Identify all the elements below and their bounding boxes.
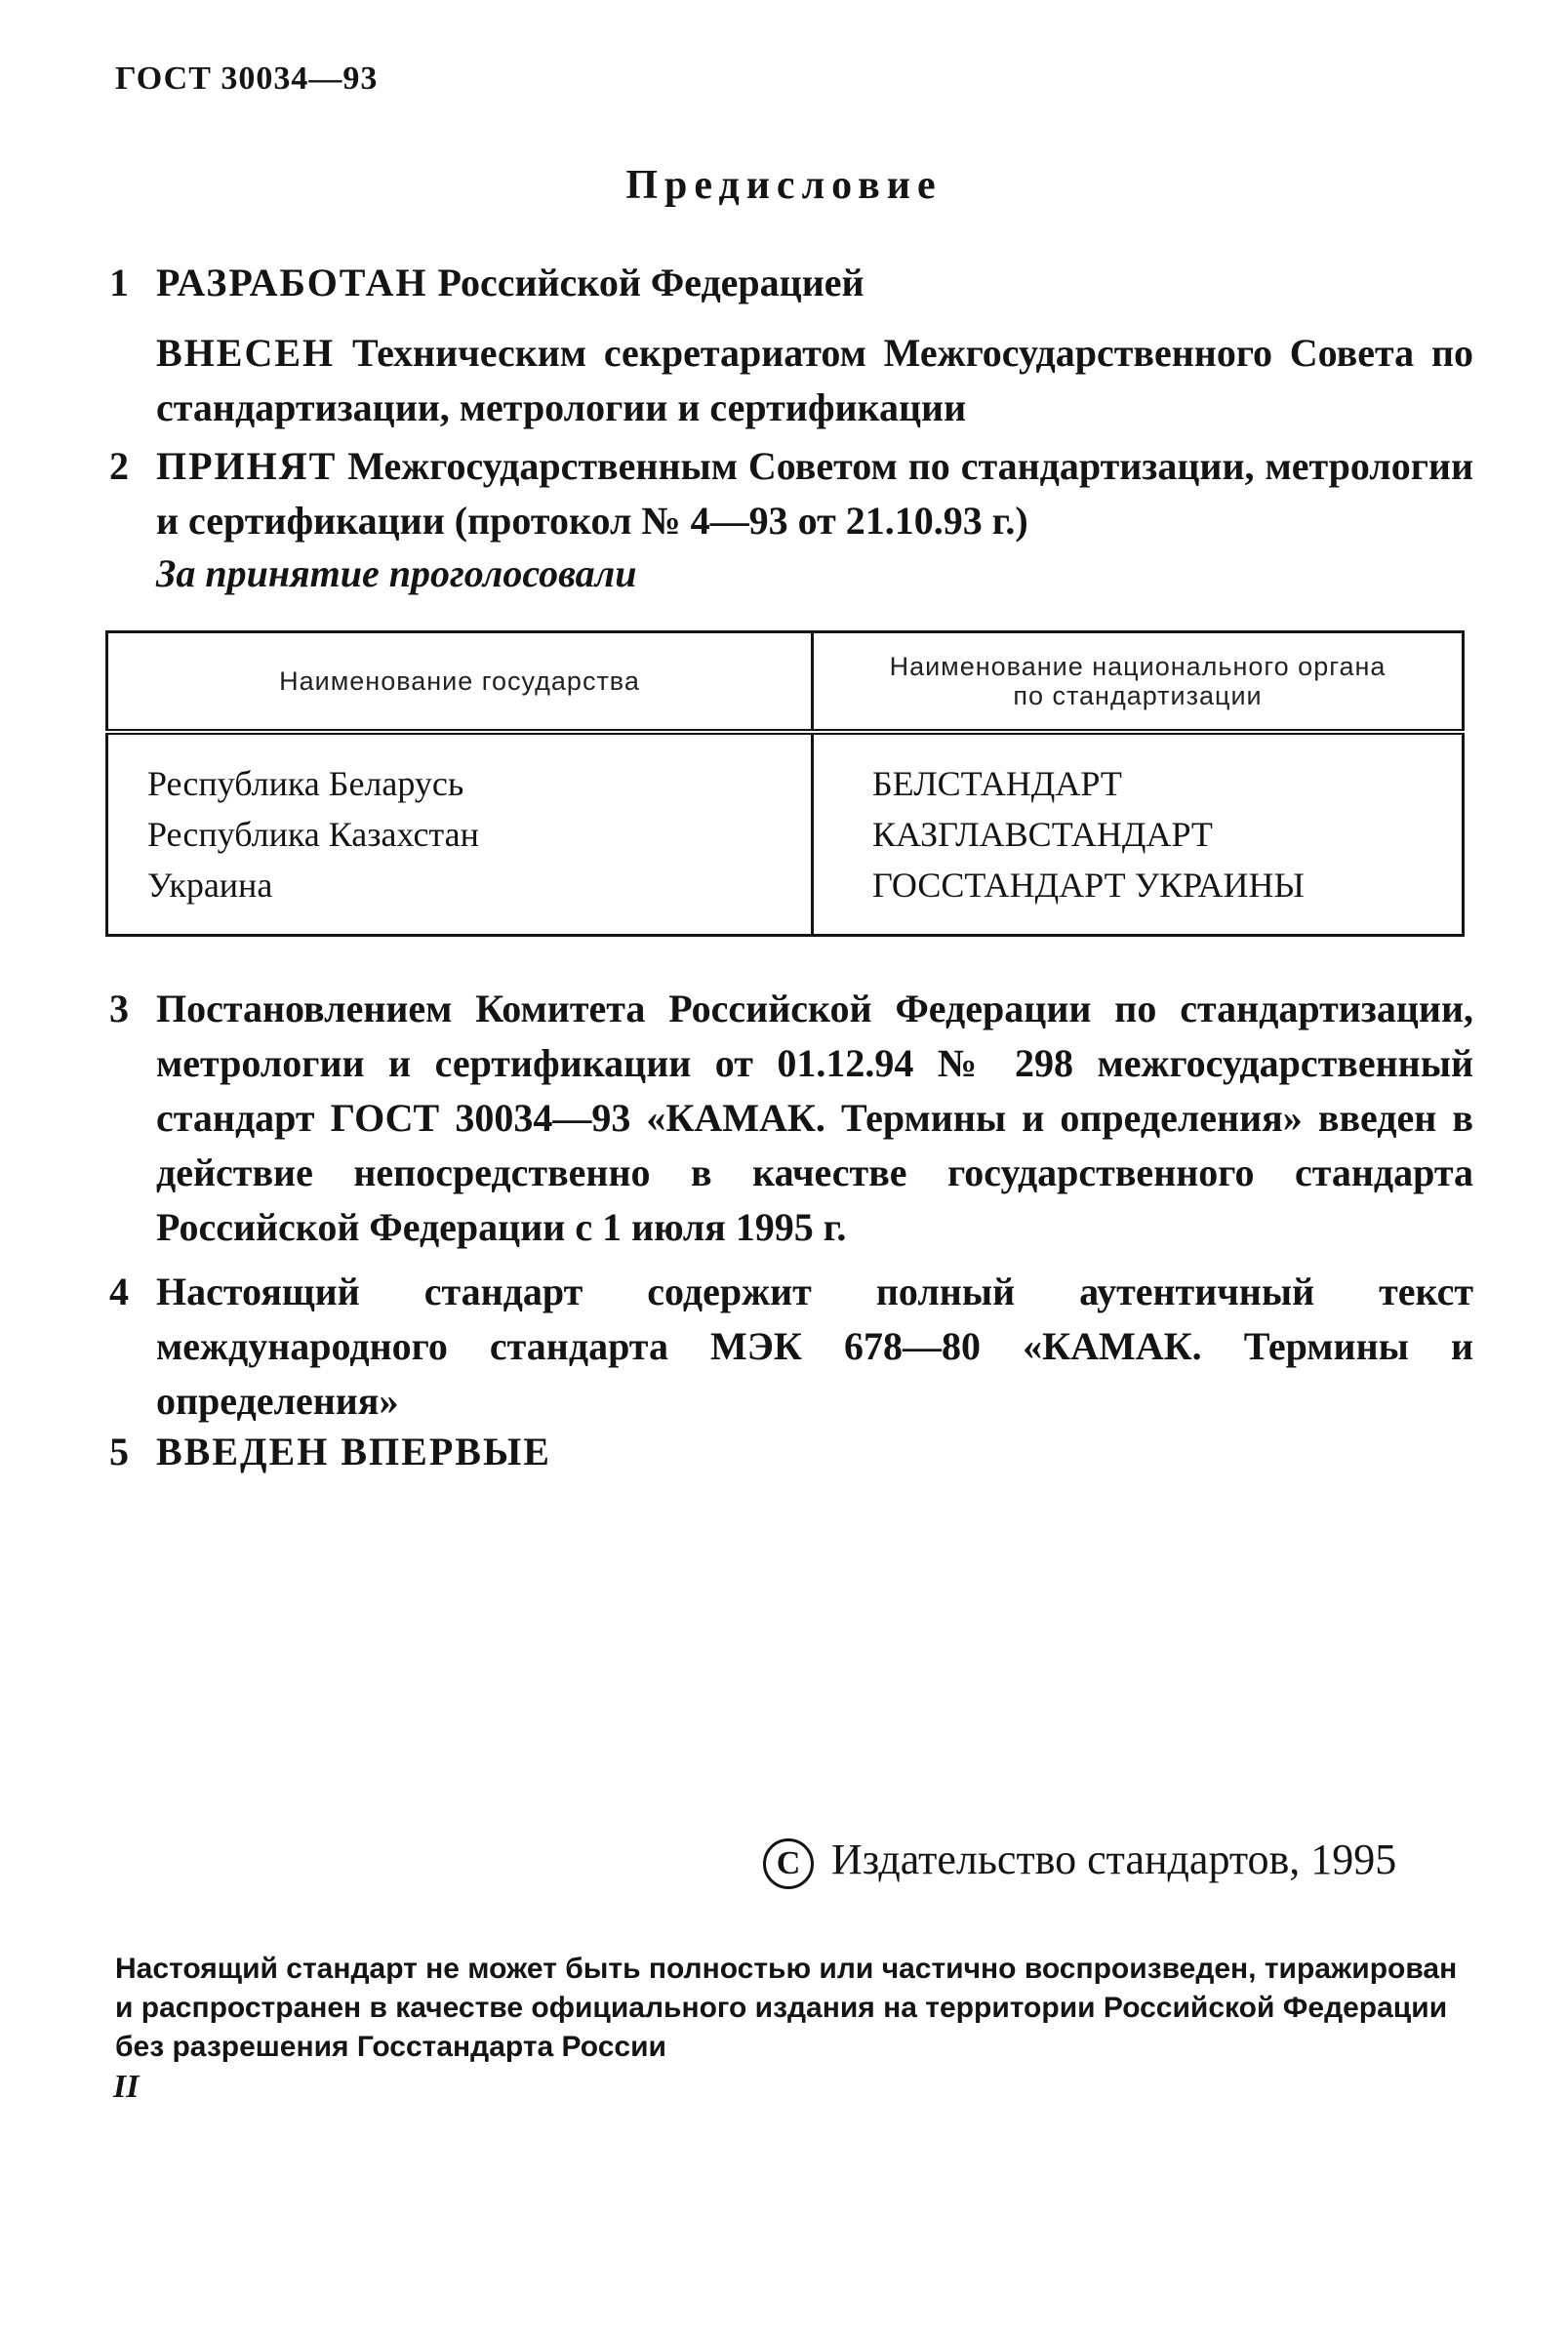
table-row xyxy=(107,860,1464,936)
national-body: ГОССТАНДАРТ УКРАИНЫ xyxy=(813,860,1464,936)
section-number: 2 xyxy=(109,444,129,488)
section-lead: ВНЕСЕН xyxy=(156,331,336,375)
section-lead: ПРИНЯТ xyxy=(156,444,338,488)
vote-table xyxy=(105,630,1465,937)
copyright-text: Издательство стандартов, 1995 xyxy=(831,1836,1397,1883)
table-row xyxy=(107,732,1464,809)
section-text: Межгосударственным Советом по стандартизации, метрологии и сертификации (протокол № 4—93 от 21.10.93 г.) xyxy=(156,444,1474,543)
page-title: Предисловие xyxy=(625,163,943,208)
section-number: 1 xyxy=(109,261,129,304)
section-text: Российской Федерацией xyxy=(437,261,864,304)
reproduction-notice: Настоящий стандарт не может быть полностью или частично воспроизведен, тиражирован и распространен в качестве официального издания на территории Российской Федерации без разрешения Госстандарта России xyxy=(115,1953,1458,2063)
copyright xyxy=(763,1835,1396,1889)
section-number: 5 xyxy=(109,1430,129,1473)
section-text: Техническим секретариатом Межгосударственного Совета по стандартизации, метрологии и сертификации xyxy=(156,331,1473,429)
national-body: БЕЛСТАНДАРТ xyxy=(813,732,1464,809)
section-text: Постановлением Комитета Российской Федерации по стандартизации, метрологии и сертификации от 01.12.94 № 298 межгосударственный стандарт ГОСТ 30034—93 «КАМАК. Термины и определения» введен в действие непосредственно в качестве государственного стандарта Российской Федерации с 1 июля 1995 г. xyxy=(156,987,1473,1249)
section-text: Настоящий стандарт содержит полный аутентичный текст международного стандарта МЭК 678—80 «КАМАК. Термины и определения» xyxy=(156,1270,1473,1423)
document-code: ГОСТ 30034—93 xyxy=(115,61,379,97)
section-lead: РАЗРАБОТАН xyxy=(156,261,428,304)
state-name: Украина xyxy=(107,860,813,936)
state-name: Республика Казахстан xyxy=(107,809,813,860)
table-header-body: Наименование национального органа по стандартизации xyxy=(813,632,1464,733)
copyright-icon: С xyxy=(763,1838,814,1889)
section-text: ВВЕДЕН ВПЕРВЫЕ xyxy=(156,1430,551,1473)
page-number: II xyxy=(113,2069,140,2105)
table-header-state: Наименование государства xyxy=(107,632,813,733)
national-body: КАЗГЛАВСТАНДАРТ xyxy=(813,809,1464,860)
table-row xyxy=(107,809,1464,860)
state-name: Республика Беларусь xyxy=(107,732,813,809)
section-number: 3 xyxy=(109,987,129,1030)
section-number: 4 xyxy=(109,1270,129,1313)
